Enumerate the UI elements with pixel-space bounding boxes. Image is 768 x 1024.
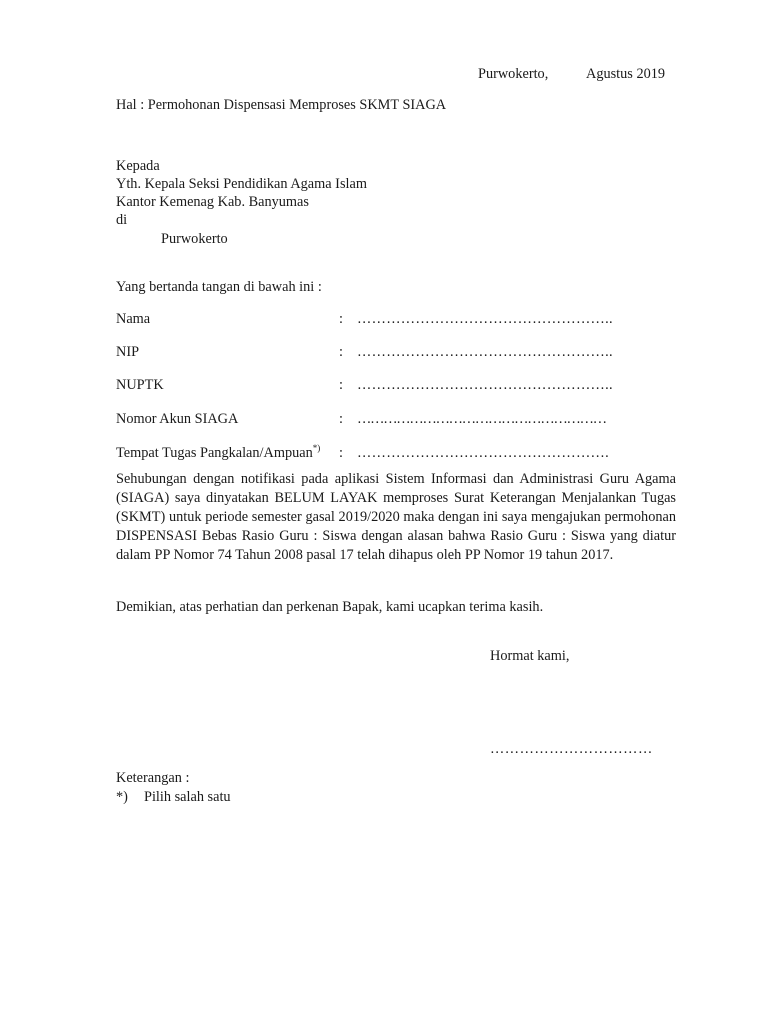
field-colon: :: [339, 377, 343, 393]
recipient-line1: Yth. Kepala Seksi Pendidikan Agama Islam: [116, 176, 367, 192]
recipient-kepada: Kepada: [116, 158, 160, 174]
field-blank: ……………………………………………..: [357, 311, 613, 327]
field-colon: :: [339, 311, 343, 327]
field-blank: …………………………………………………: [357, 411, 606, 427]
notes-marker: *): [116, 789, 128, 805]
field-label: Nama: [116, 311, 151, 327]
field-blank: …………………………………………….: [357, 445, 610, 461]
signature-blank: ……………………………: [490, 741, 653, 757]
body-paragraph: Sehubungan dengan notifikasi pada aplikasi Sistem Informasi dan Administrasi Guru Agama (SIAGA) saya dinyatakan BELUM LAYAK memproses Surat Keterangan Menjalankan Tugas (SKMT) untuk periode semester gasal 2019/2020 maka dengan ini saya mengajukan permohonan DISPENSASI Bebas Rasio Guru : Siswa dengan alasan bahwa Rasio Guru : Siswa yang diatur dalam PP Nomor 74 Tahun 2008 pasal 17 telah dihapus oleh PP Nomor 19 tahun 2017.: [116, 471, 676, 563]
field-row-nama: [0, 310, 768, 328]
field-row-nip: [0, 343, 768, 361]
field-colon: :: [339, 445, 343, 461]
intro-text: Yang bertanda tangan di bawah ini :: [116, 279, 322, 295]
notes-title: Keterangan :: [116, 770, 190, 786]
field-blank: ……………………………………………..: [357, 344, 613, 360]
recipient-line2: Kantor Kemenag Kab. Banyumas: [116, 194, 309, 210]
letter-subject: Hal : Permohonan Dispensasi Memproses SKMT SIAGA: [116, 97, 447, 113]
field-row-tempat-tugas: [0, 444, 768, 462]
field-label: Nomor Akun SIAGA: [116, 411, 239, 427]
field-label: [116, 444, 320, 462]
field-row-nuptk: [0, 376, 768, 394]
field-colon: :: [339, 411, 343, 427]
footnote-marker: *): [312, 443, 321, 454]
field-label: NUPTK: [116, 377, 164, 393]
letter-city: Purwokerto,: [478, 66, 549, 82]
closing-paragraph: Demikian, atas perhatian dan perkenan Bapak, kami ucapkan terima kasih.: [116, 599, 544, 615]
signature-salutation: Hormat kami,: [490, 648, 570, 664]
letter-date: Agustus 2019: [586, 66, 666, 82]
field-row-akun-siaga: [0, 410, 768, 428]
field-label: NIP: [116, 344, 140, 360]
recipient-di: di: [116, 212, 128, 228]
notes-text: Pilih salah satu: [144, 789, 231, 805]
field-label-text: Tempat Tugas Pangkalan/Ampuan: [116, 445, 313, 461]
recipient-city: Purwokerto: [161, 231, 228, 247]
field-colon: :: [339, 344, 343, 360]
field-blank: ……………………………………………..: [357, 377, 613, 393]
